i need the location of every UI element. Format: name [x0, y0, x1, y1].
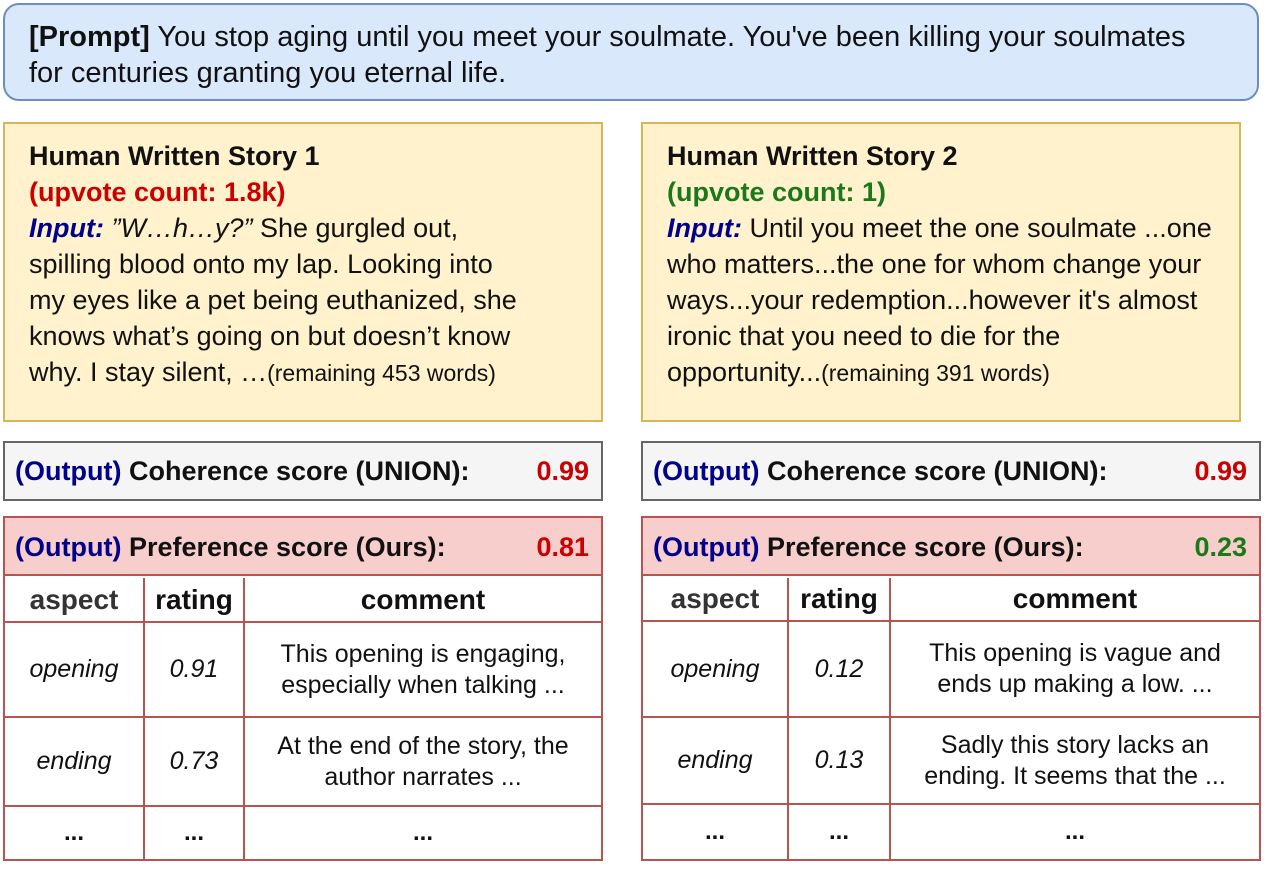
story-2-line-0-text: Until you meet the one soulmate ...one [741, 213, 1212, 243]
row-rating: 0.73 [169, 747, 219, 775]
story-2-line-1: who matters...the one for whom change your [667, 249, 1202, 279]
row-comment-line: ends up making a low. ... [937, 670, 1213, 698]
story-1-title: Human Written Story 1 [29, 141, 320, 171]
story-1-pref-value: 0.81 [536, 532, 589, 562]
story-2-preference-table [641, 516, 1261, 861]
row-aspect: opening [29, 655, 119, 683]
header-rating: rating [800, 583, 878, 614]
story-1-line-0 [29, 210, 601, 246]
story-2-coherence-output-label: (Output) [653, 456, 760, 486]
story-1-coherence-output-label: (Output) [15, 456, 122, 486]
row-comment-line: At the end of the story, the [277, 731, 569, 760]
story-2-coherence-box [641, 441, 1261, 501]
story-1-pref-text: Preference score (Ours): [121, 532, 446, 562]
story-2-line-2: ways...your redemption...however it's almost [667, 285, 1198, 315]
story-2-pref-text: Preference score (Ours): [759, 532, 1084, 562]
story-1-grid [5, 578, 601, 859]
row-comment-line: ending. It seems that the ... [924, 761, 1226, 790]
story-1-line-1: spilling blood onto my lap. Looking into [29, 249, 493, 279]
story-2-line-0 [667, 210, 1239, 246]
prompt-label: [Prompt] [29, 21, 150, 53]
story-1-quote: ”W…h…y?” [103, 213, 253, 243]
story-1-coherence-value: 0.99 [536, 456, 589, 486]
prompt-box [3, 3, 1259, 101]
header-comment: comment [360, 583, 486, 615]
row-aspect: ending [36, 747, 112, 775]
story-1-upvote: (upvote count: 1.8k) [29, 177, 286, 207]
header-rating: rating [155, 583, 233, 615]
row-comment-line: Sadly this story lacks an [940, 730, 1210, 759]
story-2-line-3: ironic that you need to die for the [667, 321, 1061, 351]
story-2-preference-header [643, 518, 1259, 576]
story-1-preference-table [3, 516, 603, 861]
story-1-line-2: my eyes like a pet being euthanized, she [29, 285, 517, 315]
story-1-coherence-box [3, 441, 603, 501]
story-2-upvote: (upvote count: 1) [667, 177, 886, 207]
prompt-text-line2: for centuries granting you eternal life. [29, 57, 507, 89]
row-aspect: ... [704, 818, 725, 845]
row-comment-line: This opening is engaging, [280, 639, 566, 668]
row-aspect: ... [63, 819, 84, 846]
header-aspect: aspect [670, 583, 760, 614]
story-2-pref-value: 0.23 [1194, 532, 1247, 562]
row-rating: ... [828, 818, 849, 845]
row-comment [245, 623, 601, 716]
row-comment-line: This opening is vague and [929, 639, 1221, 667]
row-comment-line: author narrates ... [324, 762, 522, 791]
story-1-input-label: Input: [29, 213, 104, 243]
row-rating: 0.13 [814, 746, 864, 774]
row-comment [891, 718, 1259, 803]
row-comment [891, 622, 1259, 716]
story-2-coherence-text: Coherence score (UNION): [759, 456, 1108, 486]
story-1-coherence-text: Coherence score (UNION): [121, 456, 470, 486]
story-2-coherence-value: 0.99 [1194, 456, 1247, 486]
row-rating: 0.12 [814, 654, 864, 683]
prompt-text: You stop aging until you meet your soulmate. You've been killing your soulmates [149, 21, 1186, 53]
story-2-line-4 [667, 354, 1239, 391]
row-comment: ... [1064, 818, 1085, 845]
row-comment-line: especially when talking ... [281, 670, 565, 699]
story-1-box [3, 122, 603, 422]
story-1-pref-output-label: (Output) [15, 532, 122, 562]
row-comment: ... [412, 819, 433, 846]
row-comment [245, 718, 601, 805]
header-aspect: aspect [29, 583, 119, 615]
story-2-box [641, 122, 1241, 422]
story-1-preference-header [5, 518, 601, 576]
story-2-remaining: (remaining 391 words) [821, 360, 1050, 386]
row-aspect: opening [670, 654, 760, 683]
row-rating: 0.91 [169, 655, 219, 683]
story-1-line-4 [29, 354, 601, 391]
story-2-title: Human Written Story 2 [667, 141, 958, 171]
story-2-line-4-text: opportunity... [667, 357, 822, 387]
story-1-remaining: (remaining 453 words) [267, 360, 496, 386]
header-comment: comment [1012, 583, 1138, 614]
story-1-line-4-text: why. I stay silent, … [29, 357, 268, 387]
story-2-input-label: Input: [667, 213, 742, 243]
row-aspect: ending [677, 746, 753, 774]
row-rating: ... [183, 819, 204, 846]
story-2-pref-output-label: (Output) [653, 532, 760, 562]
story-1-line-0-text: She gurgled out, [252, 213, 459, 243]
story-1-line-3: knows what’s going on but doesn’t know [29, 321, 511, 351]
story-2-grid [643, 578, 1259, 859]
